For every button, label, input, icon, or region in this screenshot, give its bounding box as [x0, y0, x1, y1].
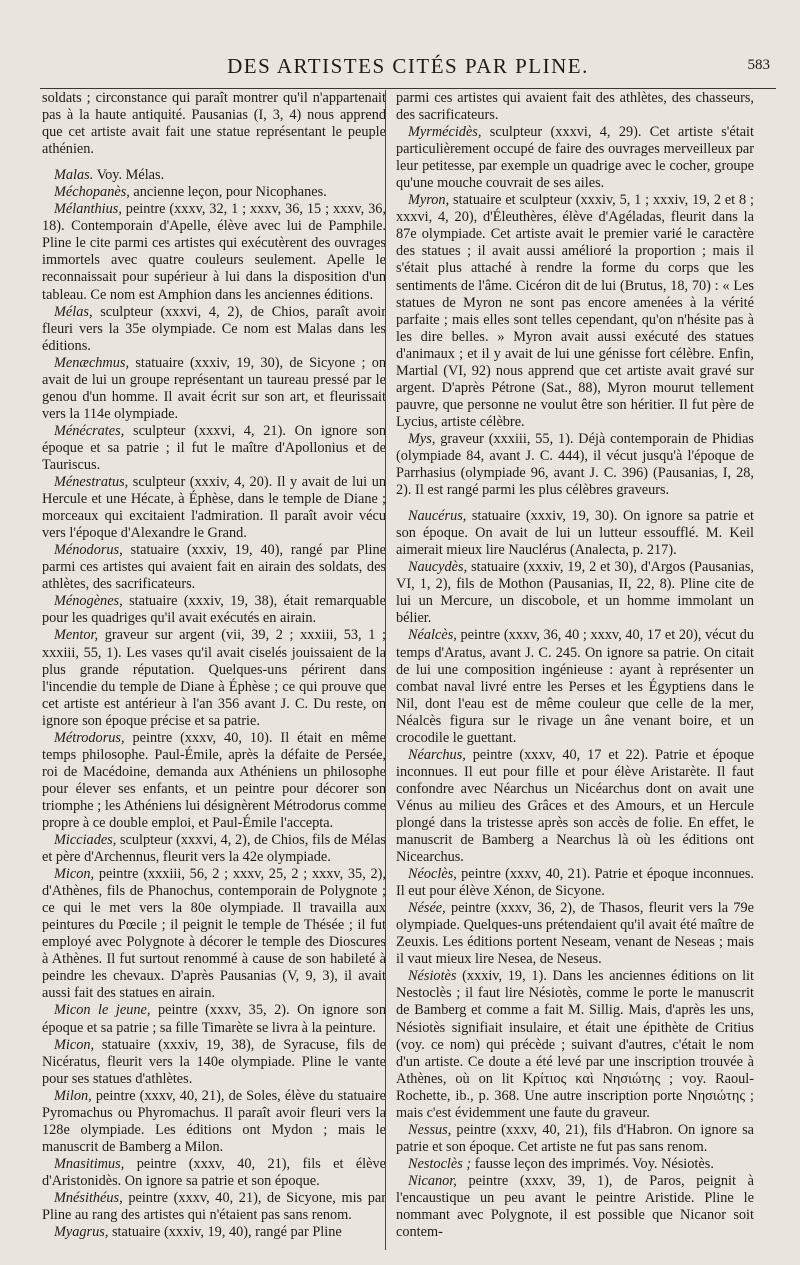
entry	[396, 900, 754, 968]
entry-headword: Micciades,	[54, 832, 117, 849]
entry-headword: Néalcès,	[408, 627, 457, 644]
entry-text: (xxxiv, 19, 1). Dans les anciennes éditions on lit Nestoclès ; il faut lire Nésiotès, comme le porte le manuscrit de Bamberg et comme a fait M. Sillig. Mais, d'après les uns, Nésiotès signifiait insulaire, et était une épithète de Critius (voy. ce nom) qui précède ; suivant d'autres, c'était le nom d'un artiste. Ce doute a été levé par une inscription trouvée à Athènes, où on lit Κρίτιος καὶ Νησιώτης ; voy. Raoul-Rochette, ib., p. 368. Une autre inscription porte Νησιώτης ; mais c'est évidemment une faute du graveur.	[396, 968, 754, 1121]
entry	[396, 192, 754, 431]
entry	[42, 593, 386, 627]
entry-text: fausse leçon des imprimés. Voy. Nésiotès.	[471, 1155, 714, 1172]
entry	[396, 90, 754, 124]
entry	[396, 968, 754, 1121]
entry	[42, 201, 386, 303]
entry-text: graveur sur argent (vii, 39, 2 ; xxxiii, 53, 1 ; xxxiii, 55, 1). Les vases qu'il avait ciselés jouissaient de la plus grande réputation. Quelques-uns périrent dans l'incendie du temple de Diane à Éphèse ; ce qui prouve que cet artiste est antérieur à l'an 356 avant J. C. Du reste, on ignore son époque précise et sa patrie.	[42, 627, 386, 729]
entry-headword: Myrmécidès,	[408, 124, 482, 141]
left-column	[42, 90, 386, 1241]
entry	[42, 355, 386, 423]
entry-headword: Myron,	[408, 192, 450, 209]
entry-headword: Nésée,	[408, 900, 446, 917]
entry	[42, 474, 386, 542]
entry-headword: Micon,	[54, 866, 95, 883]
entry-headword: Néarchus,	[408, 746, 466, 763]
entry	[396, 508, 754, 559]
entry-headword: Naucérus,	[408, 508, 467, 525]
entry-headword: Mélas,	[54, 303, 93, 320]
entry	[42, 542, 386, 593]
entry	[396, 431, 754, 499]
entry	[42, 866, 386, 1002]
entry-headword: Micon,	[54, 1036, 95, 1053]
entry	[42, 627, 386, 729]
entry	[42, 90, 386, 158]
entry-text: peintre (xxxv, 36, 2), de Thasos, fleurit vers la 79e olympiade. Quelques-uns prétendaient qu'il avait été maître de Zeuxis. Les éditions portent Neseam, venant de Neseas ; mais il vaut mieux lire Nesea, de Neseus.	[396, 900, 754, 968]
entry-text: sculpteur (xxxvi, 4, 29). Cet artiste s'était particulièrement occupé de faire des ouvrages merveilleux par leur petitesse, par exemple un quadrige avec le cocher, groupe qu'une mouche couvrait de ses ailes.	[396, 124, 754, 192]
entry-text: statuaire (xxxiv, 19, 40), rangé par Pline	[108, 1224, 342, 1241]
entry-text: parmi ces artistes qui avaient fait des athlètes, des chasseurs, des sacrificateurs.	[396, 90, 754, 124]
entry-text: peintre (xxxv, 40, 21), fils et élève d'Aristonidès. On ignore sa patrie et son époque.	[42, 1155, 386, 1189]
entry	[42, 832, 386, 866]
entry-text: statuaire (xxxiv, 19, 40), rangé par Pline parmi ces artistes qui avaient fait en airain des soldats, des athlètes, des sacrificateurs.	[42, 542, 386, 593]
entry-headword: Mnasitimus,	[54, 1155, 125, 1172]
entry-text: peintre (xxxiii, 56, 2 ; xxxv, 25, 2 ; xxxv, 35, 2), d'Athènes, fils de Phanochus, contemporain de Polygnote ; ce qui le met vers la 80e olympiade. Il travailla aux peintures du Pœcile ; il peignit le temple de Thésée ; il fut employé avec Polygnote à décorer le temple des Dioscures à Athènes. Il fut surtout renommé à cause de son habileté à peindre les chevaux. D'après Pausanias (V, 9, 3), il avait aussi fait des statues en airain.	[42, 866, 386, 1002]
entry	[42, 423, 386, 474]
entry	[42, 304, 386, 355]
column-divider	[385, 90, 386, 1250]
entry-text: peintre (xxxv, 40, 17 et 22). Patrie et époque inconnues. Il eut pour fille et pour élève Aristarète. Il faut confondre avec Néarchus un Nicéarchus dont on avait une Vénus au milieu des Grâces et des Amours, et un Hercule plongé dans la tristesse après son accès de folie. En effet, le manuscrit de Bamberg a Nearchus là où les éditions ont Nicearchus.	[396, 746, 754, 866]
entry-headword: Mentor,	[54, 627, 99, 644]
entry-text: sculpteur (xxxvi, 4, 2), de Chios, fils de Mélas et père d'Archennus, fleurit vers la 42e olympiade.	[42, 832, 386, 866]
entry-headword: Milon,	[54, 1087, 92, 1104]
entry-text: peintre (xxxv, 36, 40 ; xxxv, 40, 17 et 20), vécut du temps d'Aratus, avant J. C. 245. On ignore sa patrie. On citait de lui une composition ingénieuse : ayant à représenter un combat naval livré entre les Perses et les Égyptiens dans le Nil, dont l'eau est de même couleur que celle de la mer, Néalcès figura sur le rivage un âne venant boire, et un crocodile le guettant.	[396, 627, 754, 746]
entry	[396, 1173, 754, 1241]
entry	[42, 167, 386, 184]
entry	[396, 124, 754, 192]
entry-text: statuaire et sculpteur (xxxiv, 5, 1 ; xxxiv, 19, 2 et 8 ; xxxvi, 4, 20), d'Éleuthères, élève d'Agéladas, fleurit dans la 87e olympiade. Cet artiste avait le premier varié le caractère des statues ; il avait aussi amélioré la proportion ; mais il s'était plus attaché à rendre la forme du corps que les sentiments de l'âme. Cicéron dit de lui (Brutus, 18, 70) : « Les statues de Myron ne sont pas encore amenées à la vérité parfaite ; mais elles sont telles cependant, qu'on n'hésite pas à les dire belles. » Myron avait aussi exécuté des statues d'animaux ; et il y avait de lui une génisse fort célèbre. Enfin, Martial (VI, 92) nous apprend que cet artiste avait gravé sur argent. D'après Pétrone (Sat., 88), Myron mourut tellement pauvre, que personne ne voulut être son héritier. Il fut père de Lycius, artiste célèbre.	[396, 192, 754, 430]
entry-headword: Myagrus,	[54, 1224, 109, 1241]
entry-headword: Mys,	[408, 430, 436, 447]
entry	[42, 1156, 386, 1190]
entry-text: Voy. Mélas.	[93, 167, 165, 184]
entry-text: statuaire (xxxiv, 19, 38), était remarquable pour les quadriges qu'il avait exécutés en airain.	[42, 593, 386, 627]
entry-headword: Nésiotès	[408, 968, 457, 985]
entry-text: statuaire (xxxiv, 19, 30), de Sicyone ; on avait de lui un groupe représentant un taureau pressé par le genou d'un homme. Il avait écrit sur son art, et fleurissait vers la 114e olympiade.	[42, 354, 386, 422]
entry-headword: Menæchmus,	[54, 354, 130, 371]
entry-text: peintre (xxxv, 40, 21). Patrie et époque inconnues. Il eut pour élève Xénon, de Sicyone.	[396, 866, 754, 900]
entry-headword: Malas.	[54, 167, 94, 184]
entry-text: peintre (xxxv, 40, 21), de Sicyone, mis par Pline au rang des artistes qui n'étaient pas sans renom.	[42, 1190, 386, 1224]
entry	[396, 627, 754, 746]
right-column	[396, 90, 754, 1241]
entry-headword: Méchopanès,	[54, 184, 130, 201]
entry	[396, 866, 754, 900]
entry	[42, 1224, 386, 1241]
entry-headword: Ménodorus,	[54, 542, 123, 559]
running-title: DES ARTISTES CITÉS PAR PLINE.	[227, 54, 589, 78]
entry-headword: Nessus,	[408, 1121, 452, 1138]
entry	[42, 1002, 386, 1036]
entry-text: statuaire (xxxiv, 19, 2 et 30), d'Argos (Pausanias, VI, 1, 2), fils de Mothon (Pausanias, II, 22, 8). Pline cite de lui un Mercure, un discobole, et un homme immolant un bélier.	[396, 559, 754, 627]
entry-text: graveur (xxxiii, 55, 1). Déjà contemporain de Phidias (olympiade 84, avant J. C. 444), il vécut jusqu'à l'époque de Parrhasius (olympiade 96, avant J. C. 396) (Pausanias, I, 28, 2). Il est rangé parmi les plus célèbres graveurs.	[396, 430, 754, 499]
page-number: 583	[747, 57, 770, 73]
entry-headword: Mélanthius,	[54, 201, 122, 218]
entry	[42, 184, 386, 201]
entry-text: sculpteur (xxxiv, 4, 20). Il y avait de lui un Hercule et une Hécate, à Éphèse, dans le temple de Diane ; morceaux qui excitaient l'admiration. Il paraît avoir vécu vers l'époque d'Alexandre le Grand.	[42, 474, 386, 542]
entry-text: ancienne leçon, pour Nicophanes.	[129, 184, 327, 201]
entry	[42, 1190, 386, 1224]
entry-headword: Ménogènes,	[54, 593, 123, 610]
entry-headword: Ménestratus,	[54, 474, 129, 491]
entry-headword: Mnésithéus,	[54, 1190, 123, 1206]
entry-text: peintre (xxxv, 40, 21), de Soles, élève du statuaire Pyromachus ou Phyromachus. Il paraît avoir fleuri vers la 128e olympiade. Les éditions ont Mydon ; mais le manuscrit de Bamberg a Milon.	[42, 1087, 386, 1155]
entry	[396, 747, 754, 866]
entry-text: peintre (xxxv, 35, 2). On ignore son époque et sa patrie ; sa fille Timarète se livra à la peinture.	[42, 1002, 386, 1036]
entry-text: peintre (xxxv, 39, 1), de Paros, peignit à l'encaustique un peu avant le peintre Aristide. Pline le nommant avec Polygnote, il est possible que Nicanor soit contem-	[396, 1172, 754, 1241]
entry-headword: Nicanor,	[408, 1172, 457, 1189]
entry-headword: Naucydès,	[408, 559, 468, 576]
entry-text: peintre (xxxv, 40, 10). Il était en même temps philosophe. Paul-Émile, après la défaite de Persée, roi de Macédoine, demanda aux Athéniens un philosophe pour élever ses enfants, et un peintre pour décorer son triomphe ; les Athéniens lui désignèrent Métrodorus comme propre à ce double emploi, et Paul-Émile l'accepta.	[42, 729, 386, 831]
entry-text: statuaire (xxxiv, 19, 38), de Syracuse, fils de Nicératus, fleurit vers la 140e olympiade. Pline le vante pour ses statues d'athlètes.	[42, 1036, 386, 1087]
entry	[396, 1156, 754, 1173]
entry	[42, 1037, 386, 1088]
entry-text: sculpteur (xxxvi, 4, 2), de Chios, paraît avoir fleuri vers la 35e olympiade. Ce nom est Malas dans les éditions.	[42, 303, 386, 354]
entry-headword: Métrodorus,	[54, 729, 125, 746]
entry	[396, 1122, 754, 1156]
entry-text: statuaire (xxxiv, 19, 30). On ignore sa patrie et son époque. On avait de lui un lutteur essoufflé. M. Keil aimerait mieux lire Nauclérus (Analecta, p. 217).	[396, 508, 754, 559]
entry-text: soldats ; circonstance qui paraît montrer qu'il n'appartenait pas à la haute antiquité. Pausanias (I, 3, 4) nous apprend que cet artiste avait fait une statue représentant le peuple athénien.	[42, 90, 386, 158]
entry-headword: Nestoclès ;	[408, 1155, 472, 1172]
entry-headword: Micon le jeune,	[54, 1002, 151, 1019]
entry	[42, 1088, 386, 1156]
entry-text: peintre (xxxv, 32, 1 ; xxxv, 36, 15 ; xxxv, 36, 18). Contemporain d'Apelle, élève avec lui de Pamphile. Pline le cite parmi ces artistes qui exécutèrent des ouvrages immortels avec quatre couleurs seulement. Apelle le reconnaissait pour supérieur à lui dans la disposition d'un tableau. Ce nom est Amphion dans les anciennes éditions.	[42, 201, 386, 303]
entry-headword: Néoclès,	[408, 866, 457, 883]
entry	[42, 730, 386, 832]
entry-headword: Ménécrates,	[54, 422, 125, 439]
entry-text: peintre (xxxv, 40, 21), fils d'Habron. On ignore sa patrie et son époque. Cet artiste ne fut pas sans renom.	[396, 1121, 754, 1155]
entry	[396, 559, 754, 627]
entry-text: sculpteur (xxxvi, 4, 21). On ignore son époque et sa patrie ; il fut le maître d'Apollonius et de Tauriscus.	[42, 422, 386, 473]
page-header	[40, 54, 776, 89]
